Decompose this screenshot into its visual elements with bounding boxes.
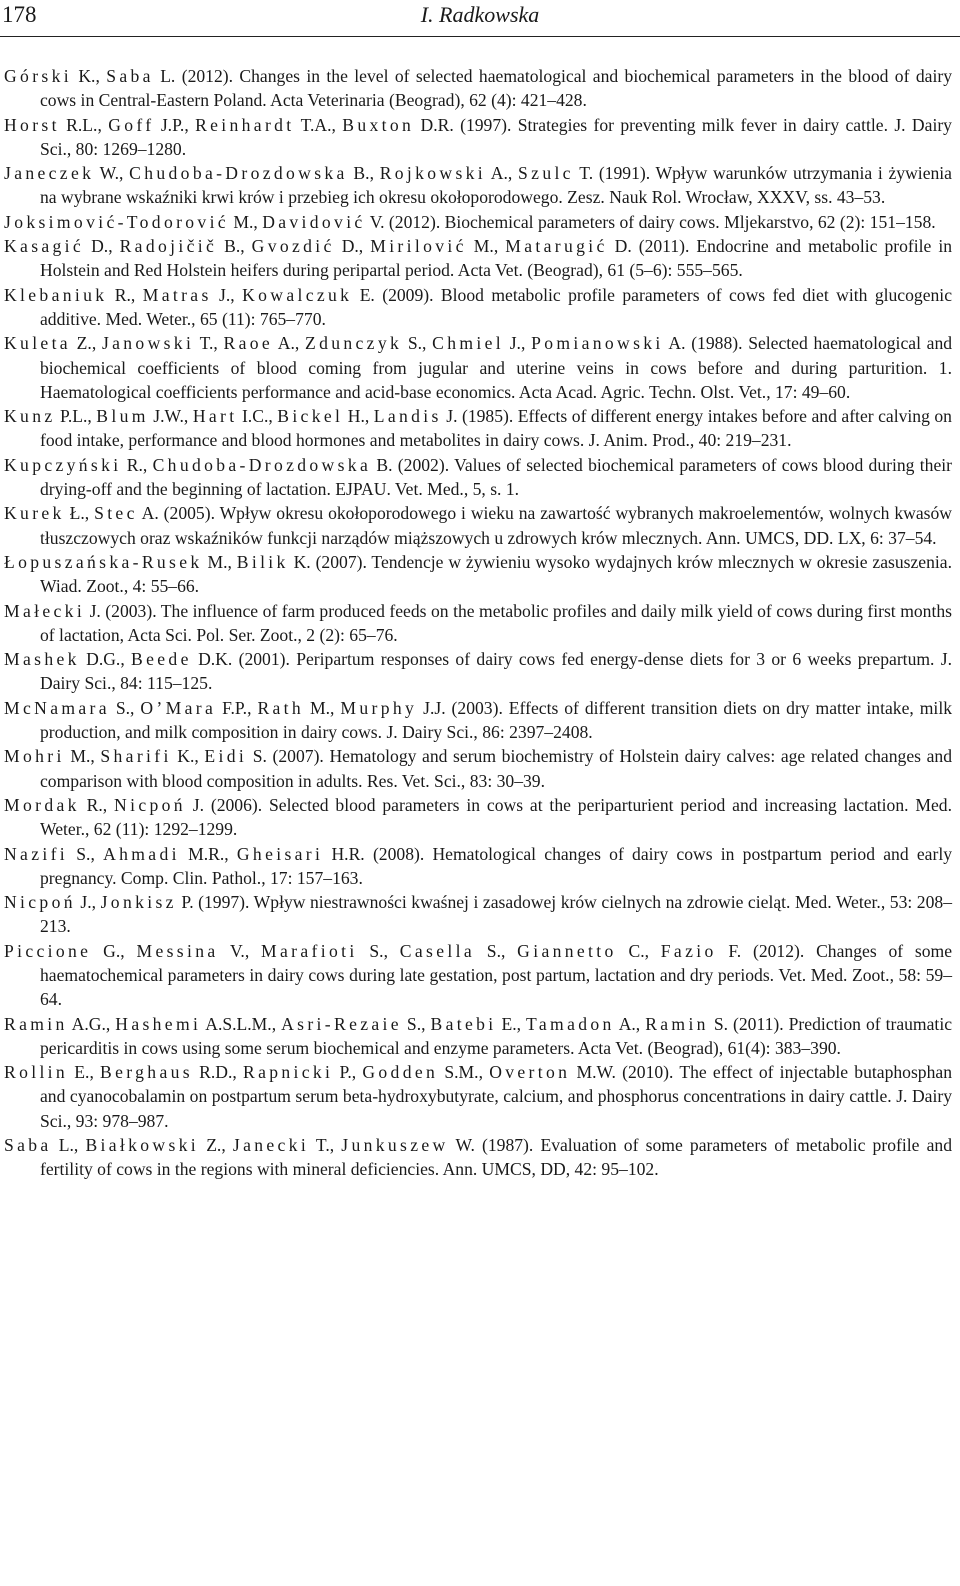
author-surname: Kasagić <box>4 236 85 257</box>
reference-details: (2007). Hematology and serum biochemistry of Holstein dairy calves: age related changes and comparison with blood composition in adults. Res. Vet. Sci., 83: 30–39. <box>40 746 952 791</box>
author-initials: B. <box>376 454 393 475</box>
reference-entry: Piccione G., Messina V., Marafioti S., Casella S., Giannetto C., Fazio F. (2012). Changes of some haematochemical parameters in dairy cows during late gestation, post partum, lactation and dry periods. Vet. Med. Zoot., 58: 59–64. <box>4 940 953 1010</box>
reference-details: (2009). Blood metabolic profile parameters of cows fed diet with glucogenic additive. Med. Weter., 65 (11): 765–770. <box>40 284 952 329</box>
author-initials: A. <box>141 503 159 524</box>
author-surname: Zdunczyk <box>305 333 403 354</box>
reference-details: (2003). The influence of farm produced feeds on the metabolic profiles and daily milk yield of cows during first months of lactation, Acta Sci. Pol. Ser. Zoot., 2 (2): 65–76. <box>40 600 953 645</box>
author-surname: Asri-Rezaie <box>281 1013 402 1034</box>
author-surname: Landis <box>373 406 442 427</box>
author-surname: Białkowski <box>85 1135 200 1156</box>
author-initials: D.R. <box>420 114 454 135</box>
author-initials: B. <box>353 163 370 184</box>
author-initials: M. <box>473 236 494 257</box>
reference-details: (2011). Prediction of traumatic pericarditis in cows using some serum biochemical and enzyme parameters. Acta Vet. (Beograd), 61(4): 383–390. <box>40 1013 953 1058</box>
author-surname: Gheisari <box>236 843 324 864</box>
author-surname: Rollin <box>4 1062 69 1083</box>
author-surname: Beede <box>131 649 192 670</box>
reference-entry <box>4 599 952 648</box>
author-surname: Giannetto <box>517 940 617 961</box>
author-initials: P. <box>339 1062 352 1083</box>
reference-entry: Klebaniuk R., Matras J., Kowalczuk E. (2009). Blood metabolic profile parameters of cows fed diet with glucogenic additive. Med. Weter., 65 (11): 765–770. <box>4 284 952 329</box>
author-surname: Ahmadi <box>103 843 180 864</box>
author-surname: Pomianowski <box>531 333 664 354</box>
reference-details: (2001). Peripartum responses of dairy cows fed energy-dense diets for 3 or 6 weeks prepartum. J. Dairy Sci., 84: 115–125. <box>40 649 953 694</box>
author-surname: Buxton <box>342 114 415 135</box>
author-initials: J. <box>219 284 231 305</box>
reference-details: (2010). The effect of injectable butaphosphan and cyanocobalamin on postpartum serum beta-hydroxybutyrate, calcium, and phosphorus concentrations in dairy cattle. J. Dairy Sci., 93: 978–987. <box>40 1062 952 1131</box>
author-initials: S. <box>407 333 423 354</box>
author-surname: Nicpoń <box>114 794 186 815</box>
author-surname: Davidović <box>262 211 366 232</box>
author-initials: K. <box>177 746 195 767</box>
author-initials: L. <box>160 66 176 86</box>
reference-entry: Górski K., Saba L. (2012). Changes in the level of selected haematological and biochemical parameters in the blood of dairy cows in Central-Eastern Poland. Acta Veterinaria (Beograd), 62 (4): 421–428. <box>4 66 952 111</box>
author-initials: K. <box>293 551 311 572</box>
author-surname: Hart <box>192 406 238 427</box>
author-initials: F. <box>728 940 742 961</box>
author-surname: Chmiel <box>432 333 504 354</box>
author-initials: M. <box>233 211 254 232</box>
reference-entry: Nazifi S., Ahmadi M.R., Gheisari H.R. (2008). Hematological changes of dairy cows in postpartum period and early pregnancy. Comp. Clin. Pathol., 17: 157–163. <box>4 843 953 888</box>
author-surname: Matarugić <box>505 236 608 257</box>
author-initials: S. <box>713 1013 729 1034</box>
author-initials: M.R. <box>188 843 225 864</box>
author-initials: A.S.L.M. <box>205 1013 272 1034</box>
reference-entry: Horst R.L., Goff J.P., Reinhardt T.A., Buxton D.R. (1997). Strategies for preventing milk fever in dairy cattle. J. Dairy Sci., 80: 1269–1280. <box>4 114 952 159</box>
author-initials: S.M. <box>444 1062 479 1083</box>
author-initials: W. <box>455 1135 475 1156</box>
author-initials: R. <box>86 794 103 815</box>
author-initials: R.L. <box>66 114 98 135</box>
author-initials: V. <box>369 211 385 232</box>
author-surname: Małecki <box>4 600 86 621</box>
author-initials: A. <box>618 1013 636 1034</box>
author-surname: Radojičič <box>119 236 218 257</box>
author-initials: H. <box>347 406 365 427</box>
running-head: I. Radkowska <box>420 2 540 27</box>
reference-entry: Ramin A.G., Hashemi A.S.L.M., Asri-Rezaie S., Batebi E., Tamadon A., Ramin S. (2011). Prediction of traumatic pericarditis in cows using some serum biochemical and enzyme parameters. Acta Vet. (Beograd), 61(4): 383–390. <box>4 1013 953 1058</box>
reference-details: (1987). Evaluation of some parameters of metabolic profile and fertility of cows in the regions with mineral deficiencies. Ann. UMCS, DD, 42: 95–102. <box>40 1135 952 1180</box>
author-initials: E. <box>501 1013 517 1034</box>
page-number: 178 <box>2 2 37 27</box>
author-surname: Rath <box>257 697 305 718</box>
reference-details: (1991). Wpływ warunków utrzymania i żywienia na wybrane wskaźniki krwi krów i przebieg ich okresu okołoporodowego. Zesz. Nauk Rol. Wrocław, XXXV, ss. 43–53. <box>40 163 952 208</box>
author-surname: Overton <box>489 1062 571 1083</box>
author-initials: P. <box>181 892 194 913</box>
author-surname: Kupczyński <box>4 454 122 475</box>
author-surname: Piccione <box>4 940 92 961</box>
author-surname: Chudoba-Drozdowska <box>152 454 372 475</box>
author-surname: Nazifi <box>4 843 69 864</box>
reference-entry: Kupczyński R., Chudoba-Drozdowska B. (2002). Values of selected biochemical parameters of cows blood during their drying-off and the beginning of lactation. EJPAU. Vet. Med., 5, s. 1. <box>4 454 953 500</box>
author-surname: Mirilović <box>370 236 467 257</box>
reference-details: (1997). Wpływ niestrawności kwaśnej i zasadowej krów cielnych na zdrowie cieląt. Med. Weter., 53: 208–213. <box>40 892 952 937</box>
author-surname: Kuleta <box>4 333 71 354</box>
author-surname: Batebi <box>430 1013 497 1034</box>
reference-details: (2012). Biochemical parameters of dairy cows. Mljekarstvo, 62 (2): 151–158. <box>384 211 936 232</box>
author-surname: Hashemi <box>115 1013 202 1034</box>
author-surname: Raoe <box>223 333 274 354</box>
author-surname: Szulc <box>518 163 574 184</box>
author-surname: Junkuszew <box>341 1135 449 1156</box>
author-initials: Ł. <box>69 503 85 524</box>
author-surname: Goff <box>108 114 155 135</box>
author-surname: Reinhardt <box>195 114 295 135</box>
author-surname: Kunz <box>4 406 56 427</box>
reference-entry: Kunz P.L., Blum J.W., Hart I.C., Bickel H., Landis J. (1985). Effects of different energy intakes before and after calving on food intake, performance and blood hormones and metabolites in dairy cows. J. Anim. Prod., 40: 219–231. <box>4 406 952 451</box>
author-surname: Stec <box>94 503 138 524</box>
author-surname: Rojkowski <box>379 163 487 184</box>
author-surname: Kowalczuk <box>242 284 353 305</box>
author-initials: J. <box>89 600 101 621</box>
author-surname: Mashek <box>4 649 80 670</box>
author-initials: A. <box>668 333 686 354</box>
header-rule <box>0 36 960 37</box>
author-surname: Jonkisz <box>100 892 177 913</box>
author-initials: A.G. <box>71 1013 106 1034</box>
author-surname: Górski <box>4 66 72 86</box>
author-initials: H.R. <box>331 843 365 864</box>
author-initials: J.P. <box>160 114 185 135</box>
reference-entry: Łopuszańska-Rusek M., Bilik K. (2007). Tendencje w żywieniu wysoko wydajnych krów mlecznych w okresie zasuszenia. Wiad. Zoot., 4: 55–66. <box>4 551 952 597</box>
author-surname: Casella <box>399 940 475 961</box>
author-initials: T. <box>579 163 594 184</box>
author-initials: D. <box>91 236 109 257</box>
reference-details: (2007). Tendencje w żywieniu wysoko wydajnych krów mlecznych w okresie zasuszenia. Wiad. Zoot., 4: 55–66. <box>40 551 952 597</box>
author-initials: T.A. <box>300 114 332 135</box>
author-surname: Murphy <box>340 697 418 718</box>
author-surname: Ramin <box>4 1013 68 1034</box>
reference-entry: Janeczek W., Chudoba-Drozdowska B., Rojkowski A., Szulc T. (1991). Wpływ warunków utrzymania i żywienia na wybrane wskaźniki krwi krów i przebieg ich okresu okołoporodowego. Zesz. Nauk Rol. Wrocław, XXXV, ss. 43–53. <box>4 163 952 208</box>
author-initials: J. <box>509 333 521 354</box>
author-initials: J. <box>446 406 458 427</box>
author-surname: Sharifi <box>100 746 172 767</box>
author-initials: R. <box>114 284 131 305</box>
author-initials: I.C. <box>241 406 269 427</box>
author-surname: Kurek <box>4 503 65 524</box>
author-surname: Rapnicki <box>243 1062 334 1083</box>
reference-details: (2012). Changes in the level of selected haematological and biochemical parameters in the blood of dairy cows in Central-Eastern Poland. Acta Veterinaria (Beograd), 62 (4): 421–428. <box>40 66 952 111</box>
author-initials: M. <box>70 746 91 767</box>
author-surname: Bilik <box>236 551 289 572</box>
author-initials: T. <box>315 1135 330 1156</box>
author-initials: R. <box>126 454 143 475</box>
author-initials: S. <box>369 940 384 961</box>
author-initials: J.J. <box>423 697 446 718</box>
author-initials: W. <box>99 163 120 184</box>
author-initials: E. <box>359 284 375 305</box>
author-surname: Mohri <box>4 746 65 767</box>
author-surname: Matras <box>142 284 212 305</box>
reference-entry: Mohri M., Sharifi K., Eidi S. (2007). Hematology and serum biochemistry of Holstein dairy calves: age related changes and comparison with blood composition in adults. Res. Vet. Sci., 83: 30–39. <box>4 746 952 791</box>
reference-entry: Kasagić D., Radojičič B., Gvozdić D., Mirilović M., Matarugić D. (2011). Endocrine and metabolic profile in Holstein and Red Holstein heifers during peripartal period. Acta Vet. (Beograd), 61 (5–6): 555–565. <box>4 236 953 281</box>
reference-details: (2002). Values of selected biochemical parameters of cows blood during their drying-off and the beginning of lactation. EJPAU. Vet. Med., 5, s. 1. <box>40 454 953 500</box>
author-initials: C. <box>628 940 645 961</box>
author-initials: D. <box>614 236 632 257</box>
author-surname: Marafioti <box>261 940 358 961</box>
author-initials: L. <box>58 1135 74 1156</box>
author-surname: Mordak <box>4 794 80 815</box>
reference-entry: Mordak R., Nicpoń J. (2006). Selected blood parameters in cows at the periparturient period and increasing lactation. Med. Weter., 62 (11): 1292–1299. <box>4 794 953 840</box>
reference-details: (2005). Wpływ okresu okołoporodowego i wieku na zawartość wybranych makroelementów, wolnych kwasów tłuszczowych oraz wskaźników funkcji narządów miąższowych u zdrowych krów mlecznych. Ann. UMCS, DD. LX, 6: 37–54. <box>40 503 952 548</box>
author-initials: J. <box>192 794 204 815</box>
author-surname: Tamadon <box>526 1013 615 1034</box>
reference-details: (1997). Strategies for preventing milk fever in dairy cattle. J. Dairy Sci., 80: 1269–1280. <box>40 114 952 159</box>
author-surname: Horst <box>4 114 60 135</box>
author-initials: J.W. <box>153 406 184 427</box>
author-surname: Chudoba-Drozdowska <box>129 163 348 184</box>
author-initials: S. <box>406 1013 422 1034</box>
author-surname: Blum <box>96 406 149 427</box>
author-surname: Fazio <box>660 940 717 961</box>
reference-details: (1985). Effects of different energy intakes before and after calving on food intake, performance and blood hormones and metabolites in dairy cows. J. Anim. Prod., 40: 219–231. <box>40 406 952 451</box>
author-surname: Janowski <box>101 333 195 354</box>
author-surname: Saba <box>106 66 154 86</box>
author-initials: A. <box>490 163 508 184</box>
author-surname: Łopuszańska-Rusek <box>4 551 203 572</box>
author-initials: E. <box>74 1062 90 1083</box>
reference-details: (2003). Effects of different transition diets on dry matter intake, milk production, and milk composition in dairy cows. J. Dairy Sci., 86: 2397–2408. <box>40 697 953 743</box>
author-initials: B. <box>224 236 241 257</box>
reference-details: (2011). Endocrine and metabolic profile in Holstein and Red Holstein heifers during peripartal period. Acta Vet. (Beograd), 61 (5–6): 555–565. <box>40 236 953 281</box>
author-initials: G. <box>103 940 121 961</box>
reference-entry: Kuleta Z., Janowski T., Raoe A., Zdunczyk S., Chmiel J., Pomianowski A. (1988). Selected haematological and biochemical coefficients of blood coming from jugular and uterine veins in cows before and during parturition. 1. Haematological coefficients performance and acid-base economics. Acta Acad. Agric. Techn. Olst. Vet., 17: 49–60. <box>4 333 953 402</box>
author-surname: Bickel <box>277 406 344 427</box>
author-surname: Saba <box>4 1135 52 1156</box>
author-initials: S. <box>252 746 267 767</box>
reference-details: (1988). Selected haematological and biochemical coefficients of blood coming from jugular and uterine veins in cows before and during parturition. 1. Haematological coefficients performance and acid-base economics. Acta Acad. Agric. Techn. Olst. Vet., 17: 49–60. <box>40 333 953 402</box>
author-initials: D. <box>341 236 359 257</box>
author-surname: Berghaus <box>100 1062 193 1083</box>
author-initials: P.L. <box>59 406 88 427</box>
author-initials: F.P. <box>222 697 248 718</box>
author-initials: T. <box>199 333 214 354</box>
reference-entry: Rollin E., Berghaus R.D., Rapnicki P., Godden S.M., Overton M.W. (2010). The effect of injectable butaphosphan and cyanocobalamin on postpartum serum beta-hydroxybutyrate, calcium, and phosphorus concentrations in dairy cattle. J. Dairy Sci., 93: 978–987. <box>4 1062 952 1131</box>
author-initials: S. <box>115 697 131 718</box>
reference-details: (2012). Changes of some haematochemical parameters in dairy cows during late gestation, post partum, lactation and dry periods. Vet. Med. Zoot., 58: 59–64. <box>40 940 953 1010</box>
author-initials: Z. <box>76 333 92 354</box>
author-initials: Z. <box>206 1135 222 1156</box>
author-surname: McNamara <box>4 697 110 718</box>
reference-entry: Saba L., Białkowski Z., Janecki T., Junkuszew W. (1987). Evaluation of some parameters of metabolic profile and fertility of cows in the regions with mineral deficiencies. Ann. UMCS, DD, 42: 95–102. <box>4 1135 952 1180</box>
author-initials: D.G. <box>86 649 121 670</box>
page-header <box>0 0 960 38</box>
reference-entry: McNamara S., O’Mara F.P., Rath M., Murphy J.J. (2003). Effects of different transition diets on dry matter intake, milk production, and milk composition in dairy cows. J. Dairy Sci., 86: 2397–2408. <box>4 697 953 743</box>
author-initials: S. <box>76 843 91 864</box>
author-surname: Messina <box>136 940 219 961</box>
author-surname: Godden <box>362 1062 439 1083</box>
author-initials: V. <box>230 940 245 961</box>
author-initials: D.K. <box>198 649 233 670</box>
author-surname: Gvozdić <box>251 236 335 257</box>
author-surname: O’Mara <box>140 697 217 718</box>
author-surname: Janeczek <box>4 163 95 184</box>
author-initials: S. <box>486 940 501 961</box>
author-surname: Nicpoń <box>4 892 76 913</box>
author-initials: K. <box>78 66 96 86</box>
author-initials: M. <box>310 697 331 718</box>
author-initials: M.W. <box>576 1062 616 1083</box>
author-initials: M. <box>207 551 228 572</box>
reference-details: (2008). Hematological changes of dairy cows in postpartum period and early pregnancy. Comp. Clin. Pathol., 17: 157–163. <box>40 843 953 888</box>
author-initials: A. <box>277 333 295 354</box>
reference-entry: Mashek D.G., Beede D.K. (2001). Peripartum responses of dairy cows fed energy-dense diets for 3 or 6 weeks prepartum. J. Dairy Sci., 84: 115–125. <box>4 649 953 694</box>
author-surname: Ramin <box>645 1013 709 1034</box>
author-surname: Eidi <box>204 746 248 767</box>
author-initials: J. <box>80 892 92 913</box>
author-initials: R.D. <box>199 1062 233 1083</box>
reference-list <box>4 64 952 1182</box>
author-surname: Janecki <box>232 1135 310 1156</box>
reference-details: (2006). Selected blood parameters in cows at the periparturient period and increasing lactation. Med. Weter., 62 (11): 1292–1299. <box>40 794 953 840</box>
reference-entry: Kurek Ł., Stec A. (2005). Wpływ okresu okołoporodowego i wieku na zawartość wybranych makroelementów, wolnych kwasów tłuszczowych oraz wskaźników funkcji narządów miąższowych u zdrowych krów mlecznych. Ann. UMCS, DD. LX, 6: 37–54. <box>4 503 952 548</box>
reference-entry: Nicpoń J., Jonkisz P. (1997). Wpływ niestrawności kwaśnej i zasadowej krów cielnych na zdrowie cieląt. Med. Weter., 53: 208–213. <box>4 892 952 937</box>
author-surname: Joksimović-Todorović <box>4 211 229 232</box>
author-surname: Klebaniuk <box>4 284 108 305</box>
reference-entry: Joksimović-Todorović M., Davidović V. (2012). Biochemical parameters of dairy cows. Mljekarstvo, 62 (2): 151–158. <box>4 211 936 232</box>
